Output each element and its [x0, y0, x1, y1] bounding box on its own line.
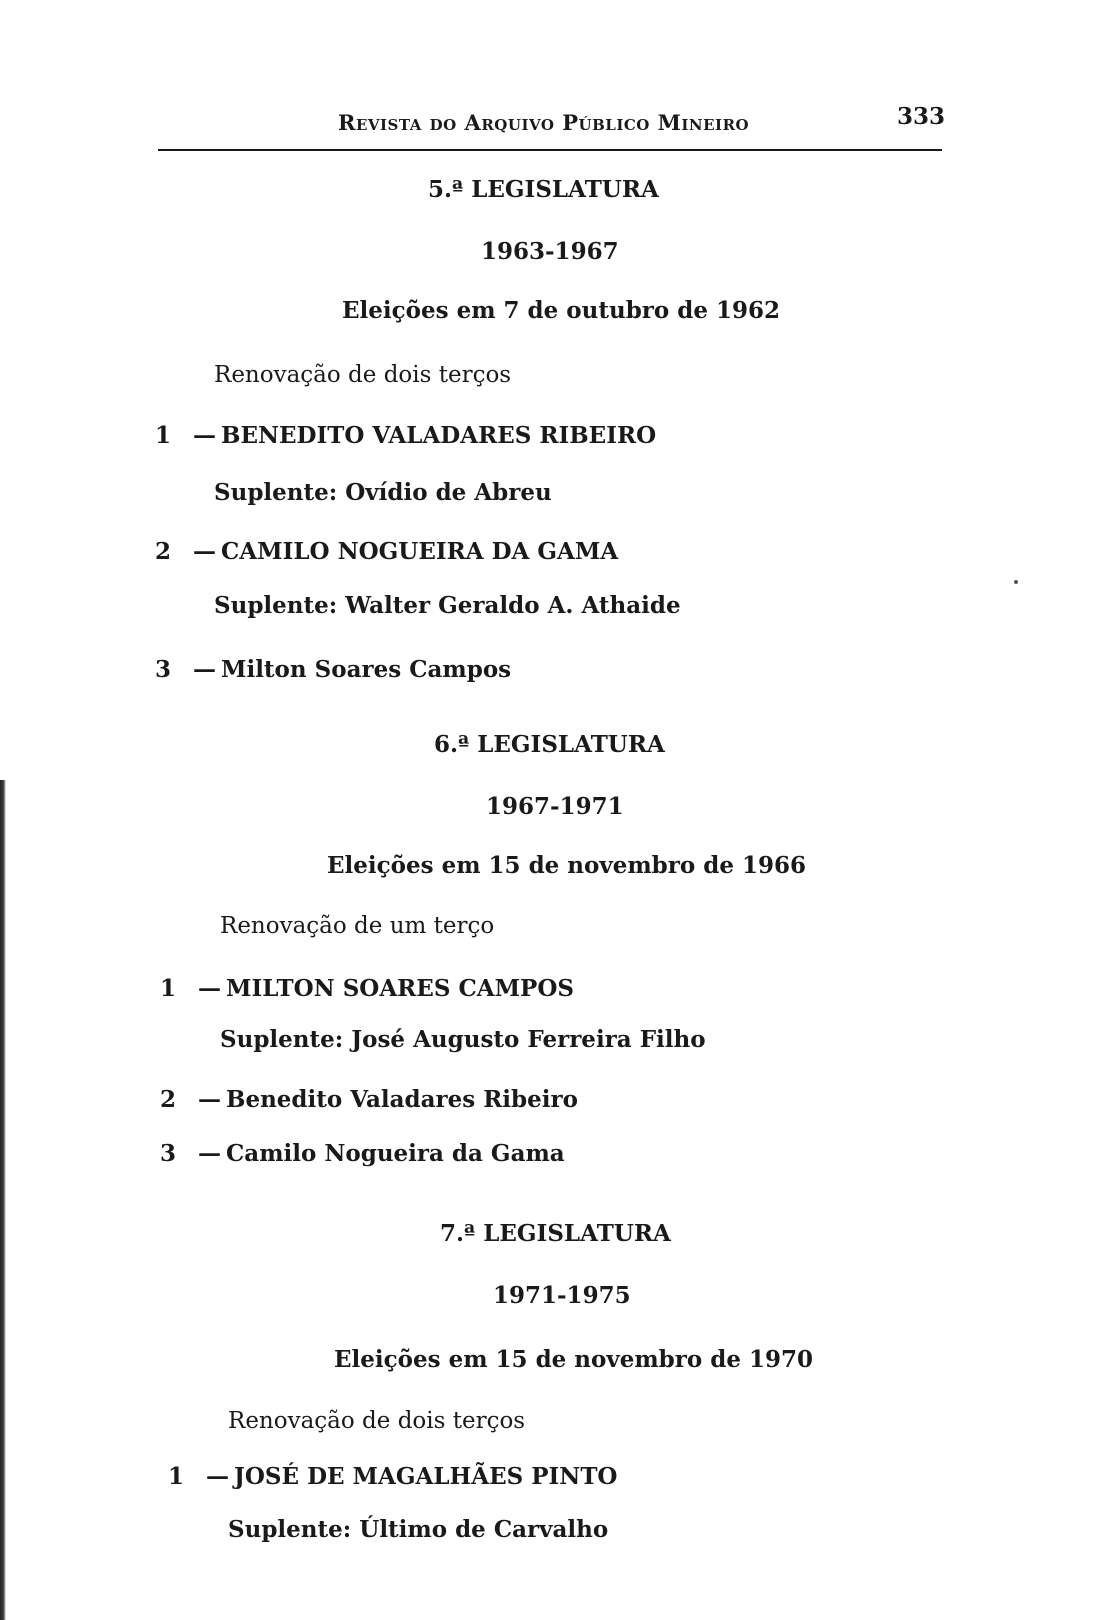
substitute-line: Suplente: Walter Geraldo A. Athaide: [214, 592, 681, 619]
page-edge-shadow: [0, 780, 6, 1620]
section-heading: 6.ª LEGISLATURA: [434, 731, 665, 758]
substitute-line: Suplente: Ovídio de Abreu: [214, 479, 552, 506]
running-header-title: Revista do Arquivo Público Mineiro: [338, 110, 750, 135]
section-years: 1967-1971: [486, 793, 624, 820]
section-years: 1971-1975: [493, 1282, 631, 1309]
item-number: 3: [160, 1140, 177, 1167]
item-number: 2: [155, 538, 172, 565]
member-name: Milton Soares Campos: [221, 656, 512, 683]
item-dash: —: [193, 656, 216, 683]
section-elections: Eleições em 15 de novembro de 1966: [327, 852, 806, 879]
list-item: [155, 538, 618, 565]
member-name: JOSÉ DE MAGALHÃES PINTO: [234, 1463, 618, 1490]
section-renewal: Renovação de dois terços: [228, 1408, 526, 1434]
list-item: [160, 1140, 565, 1167]
item-number: 1: [155, 422, 172, 449]
member-name: BENEDITO VALADARES RIBEIRO: [221, 422, 657, 449]
section-renewal: Renovação de dois terços: [214, 362, 512, 388]
item-number: 1: [160, 975, 177, 1002]
member-name: CAMILO NOGUEIRA DA GAMA: [221, 538, 619, 565]
list-item: [155, 656, 511, 683]
print-speck: [1014, 580, 1018, 584]
list-item: [168, 1463, 617, 1490]
item-dash: —: [198, 1140, 221, 1167]
item-dash: —: [198, 975, 221, 1002]
section-elections: Eleições em 15 de novembro de 1970: [334, 1346, 813, 1373]
substitute-line: Suplente: José Augusto Ferreira Filho: [220, 1026, 706, 1053]
header-rule: [158, 149, 942, 151]
item-dash: —: [193, 538, 216, 565]
list-item: [155, 422, 656, 449]
list-item: [160, 1086, 578, 1113]
section-heading: 5.ª LEGISLATURA: [428, 176, 659, 203]
item-dash: —: [198, 1086, 221, 1113]
substitute-line: Suplente: Último de Carvalho: [228, 1516, 609, 1543]
section-renewal: Renovação de um terço: [220, 913, 495, 939]
page-number: 333: [897, 103, 946, 130]
section-heading: 7.ª LEGISLATURA: [440, 1220, 671, 1247]
item-dash: —: [206, 1463, 229, 1490]
item-number: 3: [155, 656, 172, 683]
member-name: Camilo Nogueira da Gama: [226, 1140, 565, 1167]
list-item: [160, 975, 574, 1002]
section-elections: Eleições em 7 de outubro de 1962: [342, 297, 780, 324]
member-name: Benedito Valadares Ribeiro: [226, 1086, 578, 1113]
item-number: 1: [168, 1463, 185, 1490]
item-number: 2: [160, 1086, 177, 1113]
section-years: 1963-1967: [481, 238, 619, 265]
member-name: MILTON SOARES CAMPOS: [226, 975, 574, 1002]
item-dash: —: [193, 422, 216, 449]
